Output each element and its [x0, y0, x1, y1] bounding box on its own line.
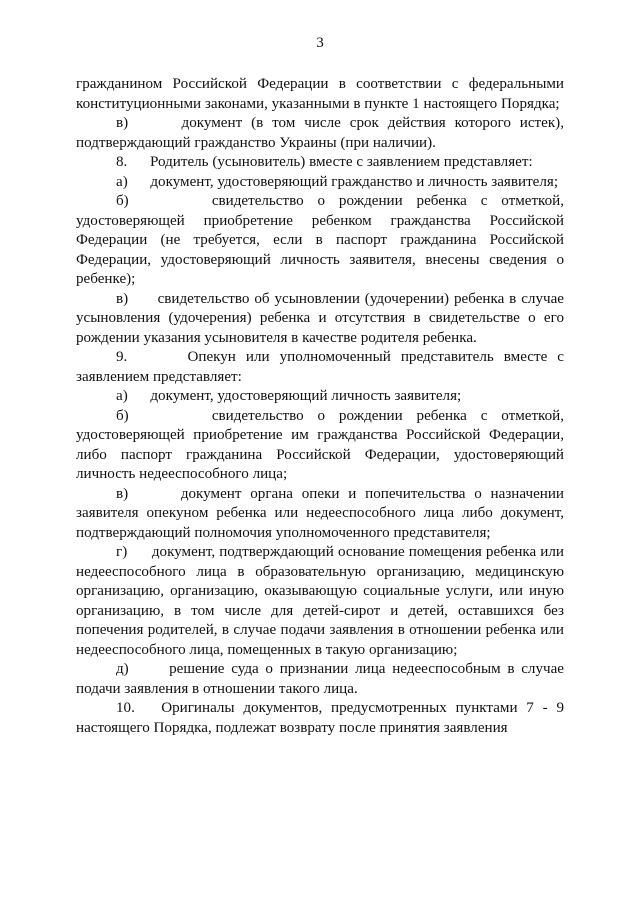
paragraph-8v: в) свидетельство об усыновлении (удочерении) ребенка в случае усыновления (удочерения) ребенка и отсутствия в свидетельстве о его рождении указания усыновителя в качестве родителя ребенка. [76, 290, 564, 346]
paragraph-9d: д) решение суда о признании лица недееспособным в случае подачи заявления в отношении такого лица. [76, 661, 564, 697]
paragraph-9v: в) документ органа опеки и попечительства о назначении заявителя опекуном ребенка или недееспособного лица либо документ, подтверждающий полномочия уполномоченного представителя; [76, 485, 564, 541]
paragraph-9a: а) документ, удостоверяющий личность заявителя; [116, 388, 462, 404]
paragraph-10: 10. Оригиналы документов, предусмотренных пунктами 7 - 9 настоящего Порядка, подлежат возврату после принятия заявления [76, 700, 564, 736]
paragraph-continuation: гражданином Российской Федерации в соответствии с федеральными конституционными законами, указанными в пункте 1 настоящего Порядка; [76, 76, 564, 112]
paragraph-9g: г) документ, подтверждающий основание помещения ребенка или недееспособного лица в образовательную организацию, медицинскую организацию, организацию, оказывающую социальные услуги, или иную организацию, в том числе для детей-сирот и детей, оставшихся без попечения родителей, в случае подачи заявления в отношении ребенка или недееспособного лица, помещенных в такую организацию; [76, 544, 564, 658]
document-body [76, 75, 564, 738]
paragraph-9b: б) свидетельство о рождении ребенка с отметкой, удостоверяющей приобретение им гражданства Российской Федерации, либо паспорт гражданина Российской Федерации, удостоверяющий личность недееспособного лица; [76, 407, 564, 482]
paragraph-9: 9. Опекун или уполномоченный представитель вместе с заявлением представляет: [76, 349, 564, 385]
paragraph-8a: а) документ, удостоверяющий гражданство и личность заявителя; [116, 173, 559, 190]
paragraph-8: 8. Родитель (усыновитель) вместе с заявлением представляет: [116, 154, 533, 170]
page-number: 3 [316, 35, 324, 51]
paragraph-7v: в) документ (в том числе срок действия которого истек), подтверждающий гражданство Украины (при наличии). [76, 115, 564, 151]
paragraph-8b: б) свидетельство о рождении ребенка с отметкой, удостоверяющей приобретение ребенком гражданства Российской Федерации (не требуется, если в паспорт гражданина Российской Федерации, удостоверяющий личность заявителя, внесены сведения о ребенке); [76, 193, 564, 287]
